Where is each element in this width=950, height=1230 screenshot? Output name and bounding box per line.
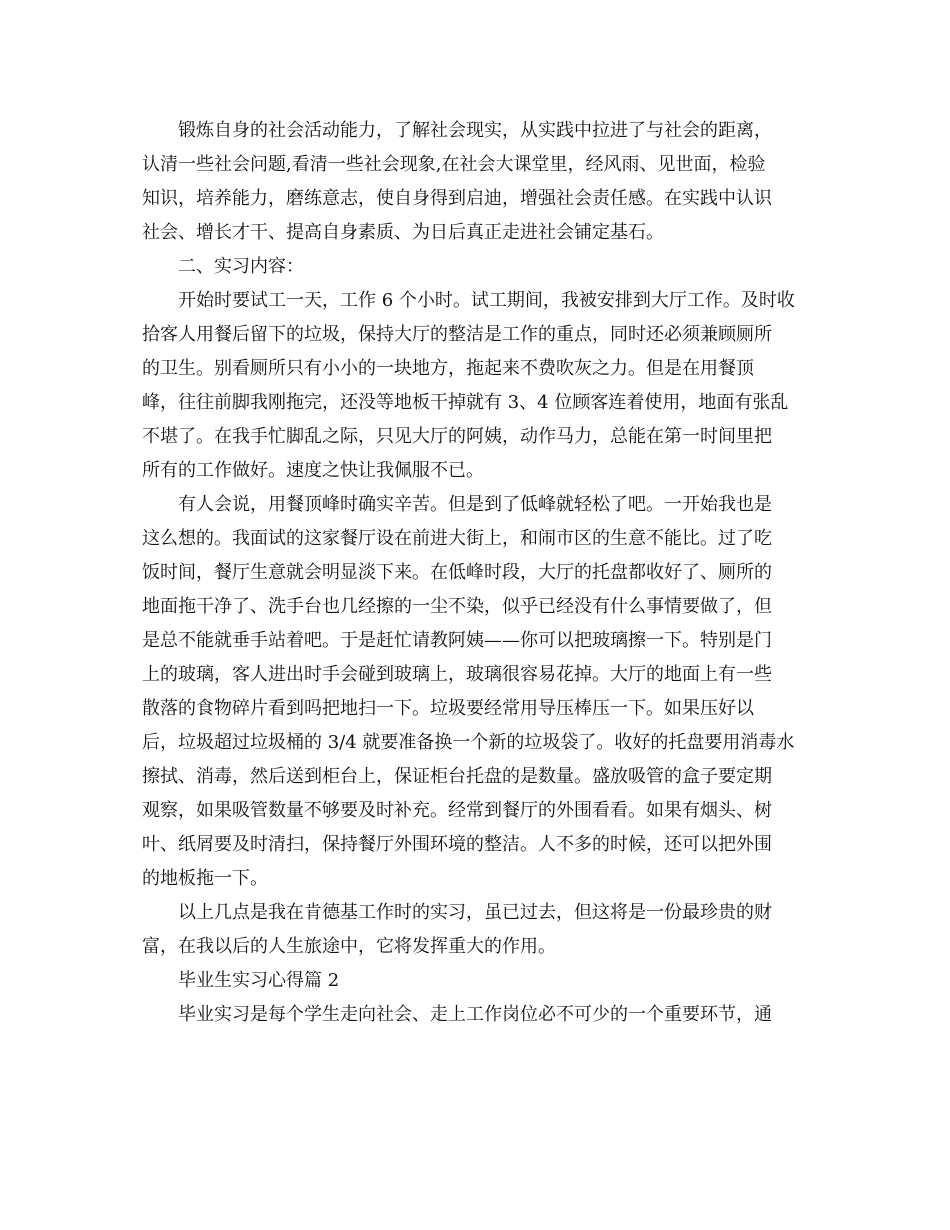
text-line: 毕业生实习心得篇 2 [178,970,340,991]
text-line: 以上几点是我在肯德基工作时的实习，虽已过去，但这将是一份最珍贵的财 [178,902,772,923]
text-line: 观察，如果吸管数量不够要及时补充。经常到餐厅的外围看看。如果有烟头、树 [142,800,772,821]
text-line: 峰，往往前脚我刚拖完，还没等地板干掉就有 3、4 位顾客连着使用，地面有张乱 [142,392,789,413]
text-line: 地面拖干净了、洗手台也几经擦的一尘不染，似乎已经没有什么事情要做了，但 [142,596,772,617]
text-line: 叶、纸屑要及时清扫，保持餐厅外围环境的整洁。人不多的时候，还可以把外围 [142,834,772,855]
text-line: 后，垃圾超过垃圾桶的 3/4 就要准备换一个新的垃圾袋了。收好的托盘要用消毒水 [142,732,795,753]
text-line: 毕业实习是每个学生走向社会、走上工作岗位必不可少的一个重要环节，通 [178,1004,772,1025]
text-line: 二、实习内容： [178,256,304,277]
text-line: 所有的工作做好。速度之快让我佩服不已。 [142,460,484,481]
text-line: 有人会说，用餐顶峰时确实辛苦。但是到了低峰就轻松了吧。一开始我也是 [178,494,772,515]
text-line: 认清一些社会问题,看清一些社会现象,在社会大课堂里，经风雨、见世面，检验 [142,154,766,175]
text-line: 富，在我以后的人生旅途中，它将发挥重大的作用。 [142,936,556,957]
text-line: 是总不能就垂手站着吧。于是赶忙请教阿姨——你可以把玻璃擦一下。特别是门 [142,630,772,651]
document-body [142,114,806,1032]
text-line: 的卫生。别看厕所只有小小的一块地方，拖起来不费吹灰之力。但是在用餐顶 [142,358,754,379]
text-line: 知识，培养能力，磨练意志，使自身得到启迪，增强社会责任感。在实践中认识 [142,188,772,209]
text-line: 这么想的。我面试的这家餐厅设在前进大街上，和闹市区的生意不能比。过了吃 [142,528,772,549]
text-line: 拾客人用餐后留下的垃圾，保持大厅的整洁是工作的重点，同时还必须兼顾厕所 [142,324,772,345]
text-line: 社会、增长才干、提高自身素质、为日后真正走进社会铺定基石。 [142,222,664,243]
text-line: 开始时要试工一天，工作 6 个小时。试工期间，我被安排到大厅工作。及时收 [178,290,795,311]
text-line: 上的玻璃，客人进出时手会碰到玻璃上，玻璃很容易花掉。大厅的地面上有一些 [142,664,772,685]
text-line: 擦拭、消毒，然后送到柜台上，保证柜台托盘的是数量。盛放吸管的盒子要定期 [142,766,772,787]
text-line: 的地板拖一下。 [142,868,268,889]
text-line: 锻炼自身的社会活动能力，了解社会现实，从实践中拉进了与社会的距离， [178,120,772,141]
text-line: 不堪了。在我手忙脚乱之际，只见大厅的阿姨，动作马力，总能在第一时间里把 [142,426,772,447]
text-line: 饭时间，餐厅生意就会明显淡下来。在低峰时段，大厅的托盘都收好了、厕所的 [142,562,772,583]
text-line: 散落的食物碎片看到吗把地扫一下。垃圾要经常用导压棒压一下。如果压好以 [142,698,754,719]
